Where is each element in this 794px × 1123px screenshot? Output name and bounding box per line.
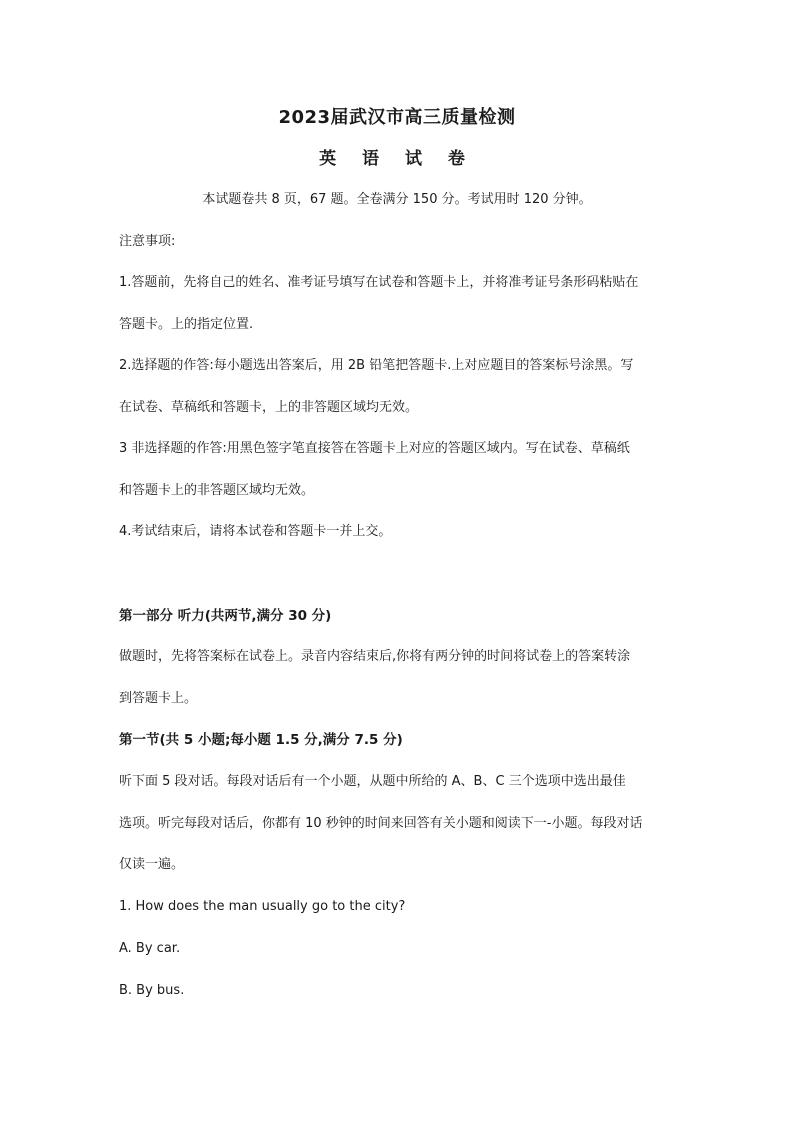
part1-heading: 第一部分 听力(共两节,满分 30 分) — [119, 608, 332, 624]
section1-instruction-line-2: 选项。听完每段对话后，你都有 10 秒钟的时间来回答有关小题和阅读下一-小题。每段对话 — [119, 816, 643, 831]
notice-heading: 注意事项: — [119, 234, 176, 249]
question-1-stem: 1. How does the man usually go to the city? — [119, 899, 406, 914]
exam-title: 2023届武汉市高三质量检测 — [278, 107, 516, 128]
section1-heading: 第一节(共 5 小题;每小题 1.5 分,满分 7.5 分) — [119, 732, 403, 748]
notice-item-2-line-1: 2.选择题的作答:每小题选出答案后，用 2B 铅笔把答题卡.上对应题目的答案标号涂黑。写 — [119, 358, 634, 373]
notice-item-2-line-2: 在试卷、草稿纸和答题卡，上的非答题区域均无效。 — [119, 400, 419, 415]
notice-item-3-line-1: 3 非选择题的作答:用黑色签字笔直接答在答题卡上对应的答题区域内。写在试卷、草稿纸 — [119, 441, 630, 456]
exam-intro: 本试题卷共 8 页，67 题。全卷满分 150 分。考试用时 120 分钟。 — [202, 192, 592, 207]
notice-item-3-line-2: 和答题卡上的非答题区域均无效。 — [119, 483, 315, 498]
notice-item-4: 4.考试结束后，请将本试卷和答题卡一并上交。 — [119, 524, 392, 539]
exam-subtitle: 英 语 试 卷 — [319, 149, 475, 169]
question-1-option-a: A. By car. — [119, 941, 181, 956]
notice-item-1-line-2: 答题卡。上的指定位置. — [119, 317, 254, 332]
part1-instruction-line-2: 到答题卡上。 — [119, 691, 198, 706]
section1-instruction-line-3: 仅读一遍。 — [119, 857, 185, 872]
notice-item-1-line-1: 1.答题前，先将自己的姓名、准考证号填写在试卷和答题卡上，并将准考证号条形码粘贴在 — [119, 275, 639, 290]
question-1-option-b: B. By bus. — [119, 983, 185, 998]
part1-instruction-line-1: 做题时，先将答案标在试卷上。录音内容结束后,你将有两分钟的时间将试卷上的答案转涂 — [119, 649, 631, 664]
section1-instruction-line-1: 听下面 5 段对话。每段对话后有一个小题，从题中所给的 A、B、C 三个选项中选出最佳 — [119, 774, 626, 789]
